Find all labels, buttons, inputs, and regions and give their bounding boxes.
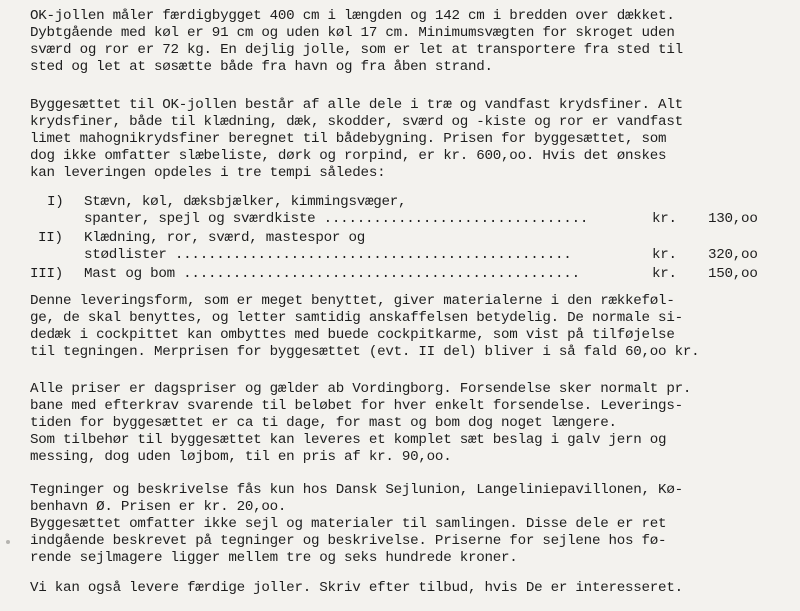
text-line: kan leveringen opdeles i tre tempi således:: [30, 165, 386, 181]
text-line: Tegninger og beskrivelse fås kun hos Dansk Sejlunion, Langeliniepavillonen, Kø-: [30, 482, 683, 498]
text-line: Vi kan også levere færdige joller. Skriv efter tilbud, hvis De er interesseret.: [30, 580, 683, 596]
text-line: limet mahognikrydsfiner beregnet til bådebygning. Prisen for byggesættet, som: [30, 131, 667, 147]
text-line: rende sejlmagere ligger mellem tre og seks hundrede kroner.: [30, 550, 518, 566]
text-line: indgående beskrevet på tegninger og beskrivelse. Priserne for sejlene hos fø-: [30, 533, 667, 549]
tempo-description: stødlister ................................................: [84, 247, 572, 263]
text-line: til tegningen. Merprisen for byggesættet (evt. II del) bliver i så fald 60,oo kr.: [30, 344, 700, 360]
tempo-amount: 130,oo: [708, 211, 758, 227]
tempo-description: spanter, spejl og sværdkiste ................................: [84, 211, 589, 227]
text-line: messing, dog uden løjbom, til en pris af kr. 90,oo.: [30, 449, 452, 465]
tempo-amount: 150,oo: [708, 266, 758, 282]
text-line: Byggesættet omfatter ikke sejl og materialer til samlingen. Disse dele er ret: [30, 516, 667, 532]
text-line: tiden for byggesættet er ca ti dage, for mast og bom dog noget længere.: [30, 415, 617, 431]
tempo-numeral: III): [30, 266, 64, 282]
paper-smudge: [6, 540, 10, 544]
text-line: Som tilbehør til byggesættet kan leveres et komplet sæt beslag i galv jern og: [30, 432, 667, 448]
tempo-amount: 320,oo: [708, 247, 758, 263]
text-line: ge, de skal benyttes, og letter samtidig anskaffelsen betydelig. De normale si-: [30, 310, 683, 326]
tempo-numeral: II): [38, 230, 63, 246]
tempo-description: Klædning, ror, sværd, mastespor og: [84, 230, 365, 246]
text-line: Denne leveringsform, som er meget benyttet, giver materialerne i den rækkeføl-: [30, 293, 675, 309]
text-line: sværd og ror er 72 kg. En dejlig jolle, som er let at transportere fra sted til: [30, 42, 683, 58]
tempo-description: Mast og bom ................................................: [84, 266, 580, 282]
text-line: krydsfiner, både til klædning, dæk, skodder, sværd og -kiste og ror er vandfast: [30, 114, 683, 130]
tempo-description: Stævn, køl, dæksbjælker, kimmingsvæger,: [84, 194, 407, 210]
text-line: sted og let at søsætte både fra havn og fra åben strand.: [30, 59, 493, 75]
text-line: Byggesættet til OK-jollen består af alle dele i træ og vandfast krydsfiner. Alt: [30, 97, 683, 113]
text-line: OK-jollen måler færdigbygget 400 cm i længden og 142 cm i bredden over dækket.: [30, 8, 675, 24]
text-line: benhavn Ø. Prisen er kr. 20,oo.: [30, 499, 287, 515]
tempo-currency: kr.: [652, 211, 677, 227]
tempo-currency: kr.: [652, 247, 677, 263]
text-line: Alle priser er dagspriser og gælder ab Vordingborg. Forsendelse sker normalt pr.: [30, 381, 692, 397]
text-line: bane med efterkrav svarende til beløbet for hver enkelt forsendelse. Leverings-: [30, 398, 683, 414]
text-line: Dybtgående med køl er 91 cm og uden køl 17 cm. Minimumsvægten for skroget uden: [30, 25, 675, 41]
text-line: dedæk i cockpittet kan ombyttes med buede cockpitkarme, som vist på tilføjelse: [30, 327, 675, 343]
tempo-currency: kr.: [652, 266, 677, 282]
tempo-numeral: I): [47, 194, 64, 210]
text-line: dog ikke omfatter slæbeliste, dørk og rorpind, er kr. 600,oo. Hvis det ønskes: [30, 148, 667, 164]
